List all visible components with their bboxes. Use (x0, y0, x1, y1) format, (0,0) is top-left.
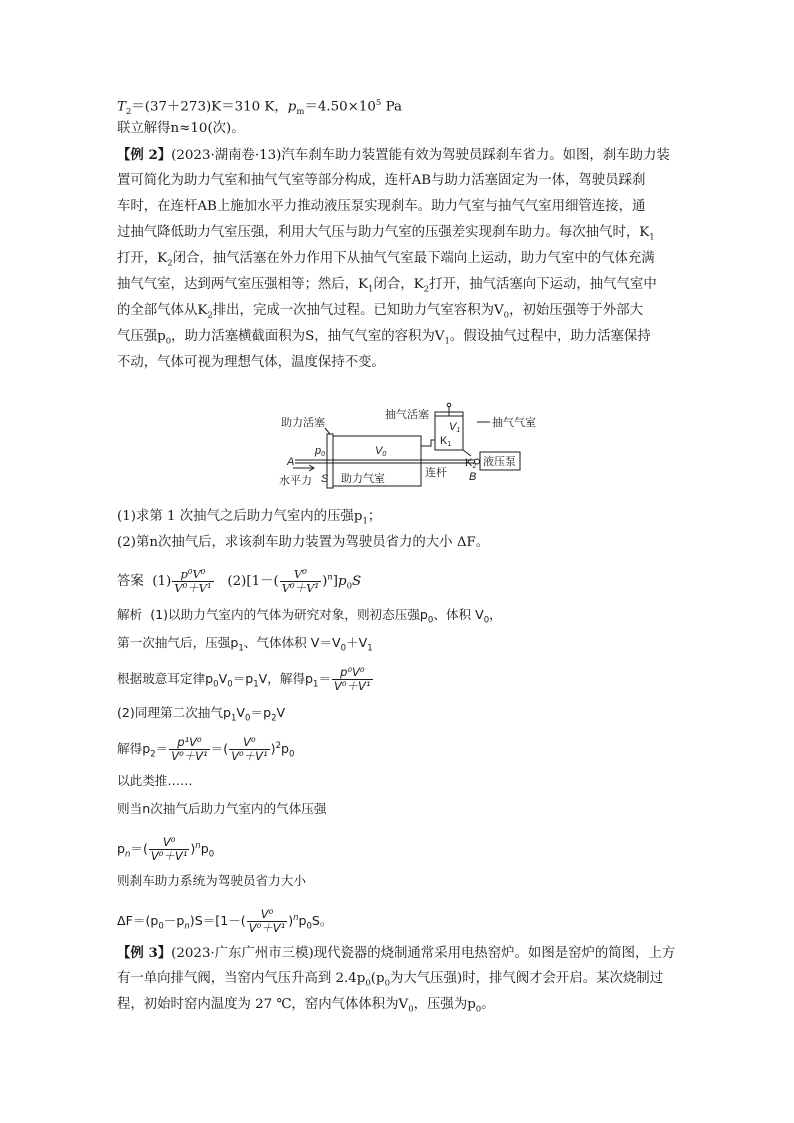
assist-piston-leader (325, 428, 330, 434)
solution10-fraction: $\frac{\text{V⁰}}{\text{V⁰＋V¹}}$ (248, 907, 286, 935)
K2-outlet (463, 450, 471, 456)
example3-source: (2023·广东广州市三模) (171, 946, 314, 961)
solution-line-2: 第一次抽气后，压强$p_1$、气体体积 $V=V_0+V_1$ (117, 635, 373, 654)
label-K2: K2 (465, 457, 477, 470)
solution-line-5: 解得$p_2=$ $\frac{\text{p¹V⁰}}{\text{V⁰＋V¹}}$ ＝( $\frac{\text{V⁰}}{\text{V⁰＋V¹}}$ )$^2p_0$ (117, 735, 295, 763)
label-B: B (469, 471, 477, 483)
example2-line-2: 置可简化为助力气室和抽气气室等部分构成，连杆AB与助力活塞固定为一体，驾驶员踩刹 (117, 173, 646, 188)
solution5b-fraction: $\frac{\text{V⁰}}{\text{V⁰＋V¹}}$ (231, 735, 268, 763)
example3-line-1: 【例 3】(2023·广东广州市三模)现代瓷器的烧制通常采用电热窑炉。如图是窑炉的简图，上方 (117, 945, 676, 961)
label-V0: V0 (375, 445, 387, 458)
answer-line: 答案 (1) $\frac{\text{p⁰V⁰}}{\text{V⁰＋V¹}}$ (2)[1－( $\frac{\text{V⁰}}{\text{V⁰＋V¹}}$ )$^n]p_0S$ (117, 567, 362, 595)
solution3-fraction: $\frac{\text{p⁰V⁰}}{\text{V⁰＋V¹}}$ (334, 665, 371, 693)
question-2: (2)第n次抽气后，求该刹车助力装置为驾驶员省力的大小 ΔF。 (117, 535, 490, 550)
solution8-fraction: $\frac{\text{V⁰}}{\text{V⁰＋V¹}}$ (150, 835, 188, 863)
example2-line-5: 打开，$K_2$闭合，抽气活塞在外力作用下从抽气气室最下端向上运动，助力气室中的气体充满 (117, 251, 655, 269)
solution-line-6: 以此类推…… (117, 773, 193, 788)
prev-conclusion-line: 联立解得n≈10(次)。 (117, 121, 245, 136)
example2-line-9: 不动，气体可视为理想气体，温度保持不变。 (117, 355, 385, 370)
question-1: (1)求第 1 次抽气之后助力气室内的压强$p_1$； (117, 509, 382, 527)
label-assist-chamber: 助力气室 (341, 473, 385, 485)
label-p0: p0 (315, 445, 326, 458)
label-pump-chamber: 抽气气室 (492, 417, 536, 429)
brake-booster-svg (279, 404, 536, 504)
label-K1: K1 (440, 435, 452, 448)
solution5a-fraction: $\frac{\text{p¹V⁰}}{\text{V⁰＋V¹}}$ (171, 735, 208, 763)
thin-pipe (421, 440, 435, 446)
solution-label: 解析 (117, 607, 143, 622)
example3-line-2: 有一单向排气阀，当窑内气压升高到 $2.4p_0(p_0$为大气压强)时，排气阀才会开启。某次烧制过 (117, 971, 664, 989)
solution-line-9: 则刹车助力系统为驾驶员省力大小 (117, 873, 306, 888)
label-hydraulic-pump: 液压泵 (483, 456, 516, 468)
solution-line-10: $\Delta F=(p_0-p_n)S=[1-$( $\frac{\text{V⁰}}{\text{V⁰＋V¹}}$ )$^np_0S$。 (117, 907, 333, 935)
example2-tag: 【例 2】 (117, 147, 172, 163)
label-rod: 连杆 (425, 467, 447, 479)
example2-line-8: 气压强$p_0$，助力活塞横截面积为S，抽气气室的容积为$V_1$。假设抽气过程中，助力活塞保持 (117, 329, 651, 347)
example2-line-3: 车时，在连杆AB上施加水平力推动液压泵实现刹车。助力气室与抽气气室用细管连接，通 (117, 199, 646, 214)
solution-line-7: 则当n次抽气后助力气室内的气体压强 (117, 801, 327, 816)
example2-line-1: 【例 2】(2023·湖南卷·13)汽车刹车助力装置能有效为驾驶员踩刹车省力。如图，刹车助力装 (117, 147, 670, 163)
solution-line-8: $p_n=$( $\frac{\text{V⁰}}{\text{V⁰＋V¹}}$ )$^np_0$ (117, 835, 215, 863)
example3-line-3: 程，初始时窑内温度为 27 ℃，窑内气体体积为$V_0$，压强为$p_0$。 (117, 997, 495, 1015)
label-pump-piston: 抽气活塞 (385, 409, 429, 421)
example2-source: (2023·湖南卷·13) (171, 148, 282, 163)
example2-line-4: 过抽气降低助力气室压强，利用大气压与助力气室的压强差实现刹车助力。每次抽气时，$K_1$ (117, 225, 655, 243)
example2-line-7: 的全部气体从$K_2$排出，完成一次抽气过程。已知助力气室容积为$V_0$，初始压强等于外部大 (117, 303, 643, 321)
brake-booster-diagram (279, 404, 536, 504)
label-S: S (321, 473, 329, 485)
answer2-fraction: $\frac{\text{V⁰}}{\text{V⁰＋V¹}}$ (281, 567, 320, 595)
solution-line-4: (2)同理第二次抽气$p_1V_0=p_2V$ (117, 705, 286, 724)
answer1-fraction: $\frac{\text{p⁰V⁰}}{\text{V⁰＋V¹}}$ (174, 567, 212, 595)
label-V1: V1 (449, 421, 461, 434)
label-horizontal-force: 水平力 (279, 475, 312, 487)
label-assist-piston: 助力活塞 (281, 417, 325, 429)
answer-label: 答案 (117, 574, 144, 589)
label-A: A (287, 456, 295, 468)
solution-line-3: 根据玻意耳定律$p_0V_0=p_1V$，解得$p_1=$ $\frac{\text{p⁰V⁰}}{\text{V⁰＋V¹}}$ (117, 665, 371, 693)
solution-line-1: 解析 (1)以助力气室内的气体为研究对象，则初态压强$p_0$、体积 $V_0$， (117, 607, 502, 626)
example2-line-6: 抽气气室，达到两气室压强相等；然后，$K_1$闭合，$K_2$打开，抽气活塞向下运动，抽气气室中 (117, 277, 657, 295)
prev-result-line: $T_2=(37+273)K=310$ K，$p_m=4.50\times 10^5$ Pa (117, 98, 402, 118)
example3-tag: 【例 3】 (117, 945, 172, 961)
